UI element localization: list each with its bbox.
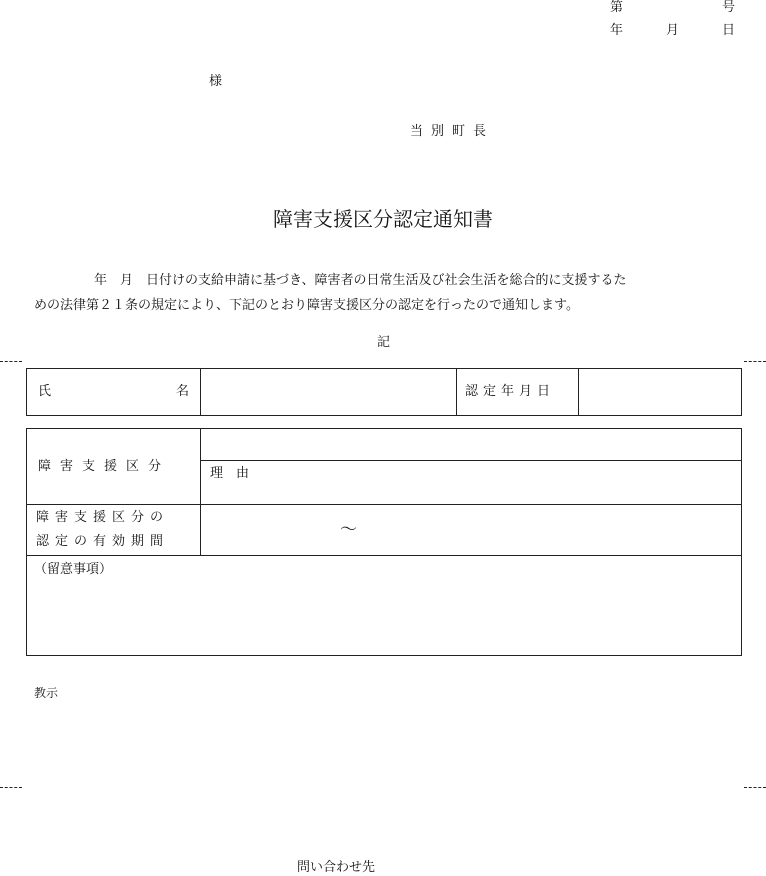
cut-mark-bottom-right	[744, 787, 766, 788]
instruction-label: 教示	[34, 686, 59, 700]
number-prefix: 第	[610, 0, 624, 15]
classification-table-divider	[200, 428, 201, 555]
name-table-divider-2	[456, 368, 457, 416]
cut-mark-top-left	[0, 361, 22, 362]
reason-label: 理 由	[210, 466, 250, 481]
category-reason-separator	[200, 460, 742, 461]
cut-mark-bottom-left	[0, 787, 22, 788]
name-label-char-1: 氏	[38, 384, 52, 399]
ki-marker: 記	[377, 335, 391, 350]
name-date-table	[26, 368, 742, 416]
number-suffix: 号	[722, 0, 736, 15]
category-period-separator	[26, 504, 742, 505]
validity-period-label-line-2: 認定の有効期間	[36, 534, 170, 549]
certification-date-label: 認定年月日	[465, 384, 556, 399]
issuer-name: 当別町長	[410, 124, 495, 139]
inquiry-label: 問い合わせ先	[297, 860, 376, 875]
name-table-divider-1	[200, 368, 201, 416]
body-line-1: 年 月 日付けの支給申請に基づき、障害者の日常生活及び社会生活を総合的に支援するた	[94, 273, 627, 288]
cut-mark-top-right	[744, 361, 766, 362]
validity-period-tilde: ～	[340, 520, 357, 540]
validity-period-label-line-1: 障害支援区分の	[36, 510, 170, 525]
recipient-suffix: 様	[209, 74, 223, 89]
date-month: 月	[666, 23, 680, 38]
date-year: 年	[610, 23, 624, 38]
notes-label: （留意事項）	[34, 562, 113, 577]
body-line-2: めの法律第２１条の規定により、下記のとおり障害支援区分の認定を行ったので通知します。	[34, 298, 579, 313]
name-label-char-2: 名	[176, 384, 190, 399]
document-title: 障害支援区分認定通知書	[273, 207, 493, 231]
period-notes-separator	[26, 555, 742, 556]
support-category-label: 障害支援区分	[38, 459, 171, 474]
name-table-divider-3	[578, 368, 579, 416]
date-day: 日	[722, 23, 736, 38]
